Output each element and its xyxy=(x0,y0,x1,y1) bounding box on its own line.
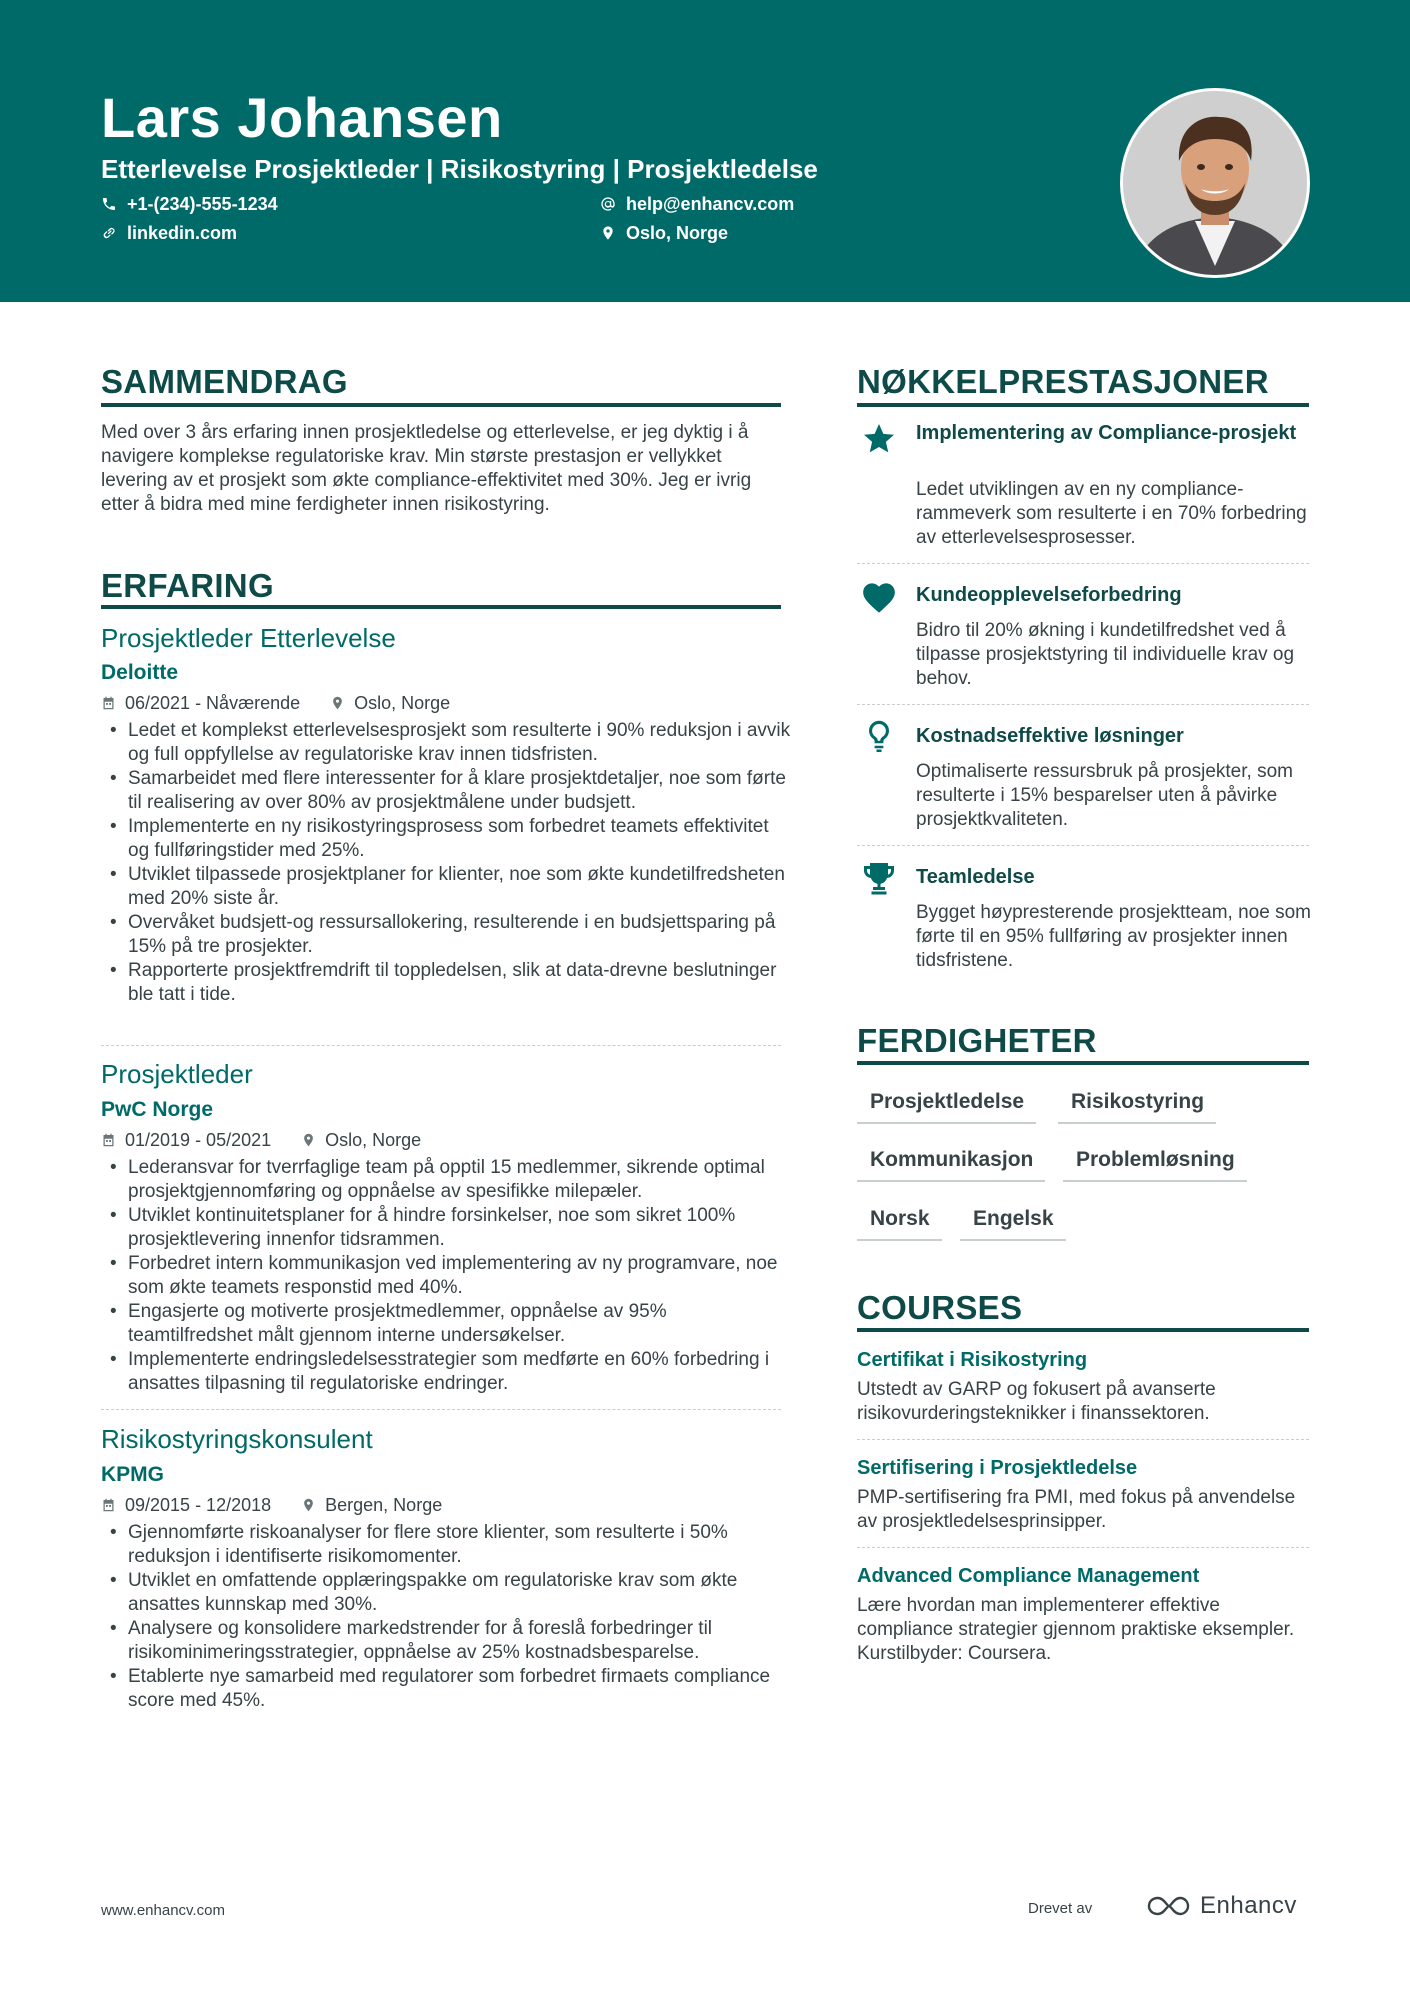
summary-text: Med over 3 års erfaring innen prosjektledelse og etterlevelse, er jeg dyktig i å navigere komplekse regulatoriske krav. Min største prestasjon er vellykket levering av et prosjekt som økte compliance-effektivitet med 30%. Jeg er ivrig etter å bidra med mine ferdigheter innen risikostyring. xyxy=(101,422,752,515)
infinity-icon xyxy=(1146,1894,1192,1918)
divider xyxy=(101,1409,781,1410)
candidate-headline: Etterlevelse Prosjektleder | Risikostyring | Prosjektledelse xyxy=(101,154,818,184)
job-company: Deloitte xyxy=(101,661,179,684)
footer-url[interactable]: www.enhancv.com xyxy=(101,1902,225,1919)
phone-text: +1-(234)-555-1234 xyxy=(127,194,278,214)
achievement-title: Kundeopplevelseforbedring xyxy=(916,584,1182,606)
course-desc: Lære hvordan man implementerer effektive compliance strategier gjennom praktiske eksempler. Kurstilbyder: Coursera. xyxy=(857,1595,1295,1664)
courses-heading: COURSES xyxy=(857,1289,1023,1326)
achievement-desc: Bidro til 20% økning i kundetilfredshet ved å tilpasse prosjektstyring til individuelle krav og behov. xyxy=(916,620,1295,689)
contact-linkedin[interactable] xyxy=(101,221,237,245)
divider xyxy=(857,563,1309,564)
list-item: • Implementerte en ny risikostyringsprosess som forbedret teamets effektivitet og fullføringstider med 25%. xyxy=(101,815,791,863)
achievement-desc: Optimaliserte ressursbruk på prosjekter, som resulterte i 15% besparelser uten å påvirke prosjektkvaliteten. xyxy=(916,761,1293,830)
contact-email[interactable] xyxy=(600,192,794,216)
list-item: • Utviklet en omfattende opplæringspakke om regulatoriske krav som økte ansattes kunnskap med 30%. xyxy=(101,1569,791,1617)
job-role: Prosjektleder xyxy=(101,1059,253,1089)
trophy-icon xyxy=(857,858,901,898)
achievement-title: Teamledelse xyxy=(916,866,1035,888)
list-item: • Utviklet tilpassede prosjektplaner for klienter, noe som økte kundetilfredsheten med 20% siste år. xyxy=(101,863,791,911)
divider xyxy=(101,1045,781,1046)
list-item: • Gjennomførte riskoanalyser for flere store klienter, som resulterte i 50% reduksjon i identifiserte risikomomenter. xyxy=(101,1521,791,1569)
skills-rule xyxy=(857,1061,1309,1065)
list-item: • Rapporterte prosjektfremdrift til toppledelsen, slik at data-drevne beslutninger ble tatt i tide. xyxy=(101,959,791,1007)
course-title: Sertifisering i Prosjektledelse xyxy=(857,1457,1138,1479)
job-bullets xyxy=(101,1521,791,1713)
list-item: • Forbedret intern kommunikasjon ved implementering av ny programvare, noe som økte teamets responstid med 40%. xyxy=(101,1252,791,1300)
job-role: Risikostyringskonsulent xyxy=(101,1424,373,1454)
job-dates: 01/2019 - 05/2021 xyxy=(101,1129,271,1151)
brand-name: Enhancv xyxy=(1200,1892,1297,1919)
course-desc: PMP-sertifisering fra PMI, med fokus på anvendelse av prosjektledelsesprinsipper. xyxy=(857,1487,1296,1532)
skill-tag: Prosjektledelse xyxy=(857,1088,1036,1124)
job-bullets xyxy=(101,719,791,1007)
list-item: • Samarbeidet med flere interessenter for å klare prosjektdetaljer, noe som førte til realisering av over 80% av prosjektmålene under budsjett. xyxy=(101,767,791,815)
footer-powered-by: Drevet av xyxy=(1028,1900,1093,1917)
heart-icon xyxy=(857,576,901,616)
enhancv-logo[interactable] xyxy=(1146,1892,1297,1920)
calendar-icon xyxy=(101,695,116,711)
job-company: PwC Norge xyxy=(101,1098,214,1121)
experience-heading: ERFARING xyxy=(101,567,274,604)
link-icon xyxy=(101,225,117,241)
achievement-desc: Ledet utviklingen av en ny compliance-rammeverk som resulterte i en 70% forbedring av etterlevelsesprosesser. xyxy=(916,479,1307,548)
summary-heading: SAMMENDRAG xyxy=(101,363,348,400)
list-item: • Etablerte nye samarbeid med regulatorer som forbedret firmaets compliance score med 45%. xyxy=(101,1665,791,1713)
location-pin-icon xyxy=(301,1497,316,1513)
job-dates: 06/2021 - Nåværende xyxy=(101,692,300,714)
job-location: Oslo, Norge xyxy=(330,692,450,714)
list-item: • Overvåket budsjett-og ressursallokering, resulterende i en budsjettsparing på 15% på tre prosjekter. xyxy=(101,911,791,959)
job-location: Oslo, Norge xyxy=(301,1129,421,1151)
location-pin-icon xyxy=(600,225,616,241)
list-item: • Implementerte endringsledelsesstrategier som medførte en 60% forbedring i ansattes tilpasning til regulatoriske endringer. xyxy=(101,1348,791,1396)
resume-header xyxy=(0,0,1410,302)
calendar-icon xyxy=(101,1132,116,1148)
list-item: • Engasjerte og motiverte prosjektmedlemmer, oppnåelse av 95% teamtilfredshet målt gjennom interne undersøkelser. xyxy=(101,1300,791,1348)
lightbulb-icon xyxy=(857,717,901,757)
course-title: Certifikat i Risikostyring xyxy=(857,1349,1088,1371)
divider xyxy=(857,845,1309,846)
candidate-name: Lars Johansen xyxy=(101,86,503,149)
courses-rule xyxy=(857,1328,1309,1332)
job-location: Bergen, Norge xyxy=(301,1494,442,1516)
achievement-desc: Bygget høypresterende prosjektteam, noe som førte til en 95% fullføring av prosjekter innen tidsfristene. xyxy=(916,902,1311,971)
portrait-illustration xyxy=(1123,91,1307,275)
job-bullets xyxy=(101,1156,791,1396)
at-icon xyxy=(600,196,616,212)
contact-location xyxy=(600,221,728,245)
divider xyxy=(857,1547,1309,1548)
achievement-title: Implementering av Compliance-prosjekt xyxy=(916,422,1297,444)
divider xyxy=(857,1439,1309,1440)
divider xyxy=(857,704,1309,705)
skill-tag: Risikostyring xyxy=(1058,1088,1216,1124)
location-pin-icon xyxy=(301,1132,316,1148)
skill-tag: Engelsk xyxy=(960,1205,1066,1241)
email-text: help@enhancv.com xyxy=(626,194,795,214)
course-title: Advanced Compliance Management xyxy=(857,1565,1200,1587)
location-text: Oslo, Norge xyxy=(626,223,729,243)
summary-rule xyxy=(101,403,781,407)
experience-rule xyxy=(101,605,781,609)
phone-icon xyxy=(101,196,117,212)
linkedin-text: linkedin.com xyxy=(127,223,238,243)
skills-heading: FERDIGHETER xyxy=(857,1022,1097,1059)
job-meta xyxy=(101,1129,451,1151)
location-pin-icon xyxy=(330,695,345,711)
list-item: • Ledet et komplekst etterlevelsesprosjekt som resulterte i 90% reduksjon i avvik og full oppfyllelse av regulatoriske krav innen tidsfristen. xyxy=(101,719,791,767)
skill-tag: Norsk xyxy=(857,1205,942,1241)
list-item: • Analysere og konsolidere markedstrender for å foreslå forbedringer til risikominimeringsstrategier, oppnåelse av 25% kostnadsbesparelse. xyxy=(101,1617,791,1665)
achievement-title: Kostnadseffektive løsninger xyxy=(916,725,1184,747)
skill-tag: Problemløsning xyxy=(1063,1146,1247,1182)
job-role: Prosjektleder Etterlevelse xyxy=(101,623,396,653)
contact-phone xyxy=(101,192,278,216)
achievements-heading: NØKKELPRESTASJONER xyxy=(857,363,1269,400)
job-meta xyxy=(101,692,480,714)
list-item: • Lederansvar for tverrfaglige team på opptil 15 medlemmer, sikrende optimal prosjektgjennomføring og oppnåelse av spesifikke milepæler. xyxy=(101,1156,791,1204)
job-meta xyxy=(101,1494,472,1516)
calendar-icon xyxy=(101,1497,116,1513)
course-desc: Utstedt av GARP og fokusert på avanserte risikovurderingsteknikker i finanssektoren. xyxy=(857,1379,1216,1424)
list-item: • Utviklet kontinuitetsplaner for å hindre forsinkelser, noe som sikret 100% prosjektlevering innenfor tidsrammen. xyxy=(101,1204,791,1252)
skill-tag: Kommunikasjon xyxy=(857,1146,1045,1182)
star-icon xyxy=(857,419,901,459)
profile-photo xyxy=(1120,88,1310,278)
job-dates: 09/2015 - 12/2018 xyxy=(101,1494,271,1516)
achievements-rule xyxy=(857,403,1309,407)
job-company: KPMG xyxy=(101,1463,164,1486)
